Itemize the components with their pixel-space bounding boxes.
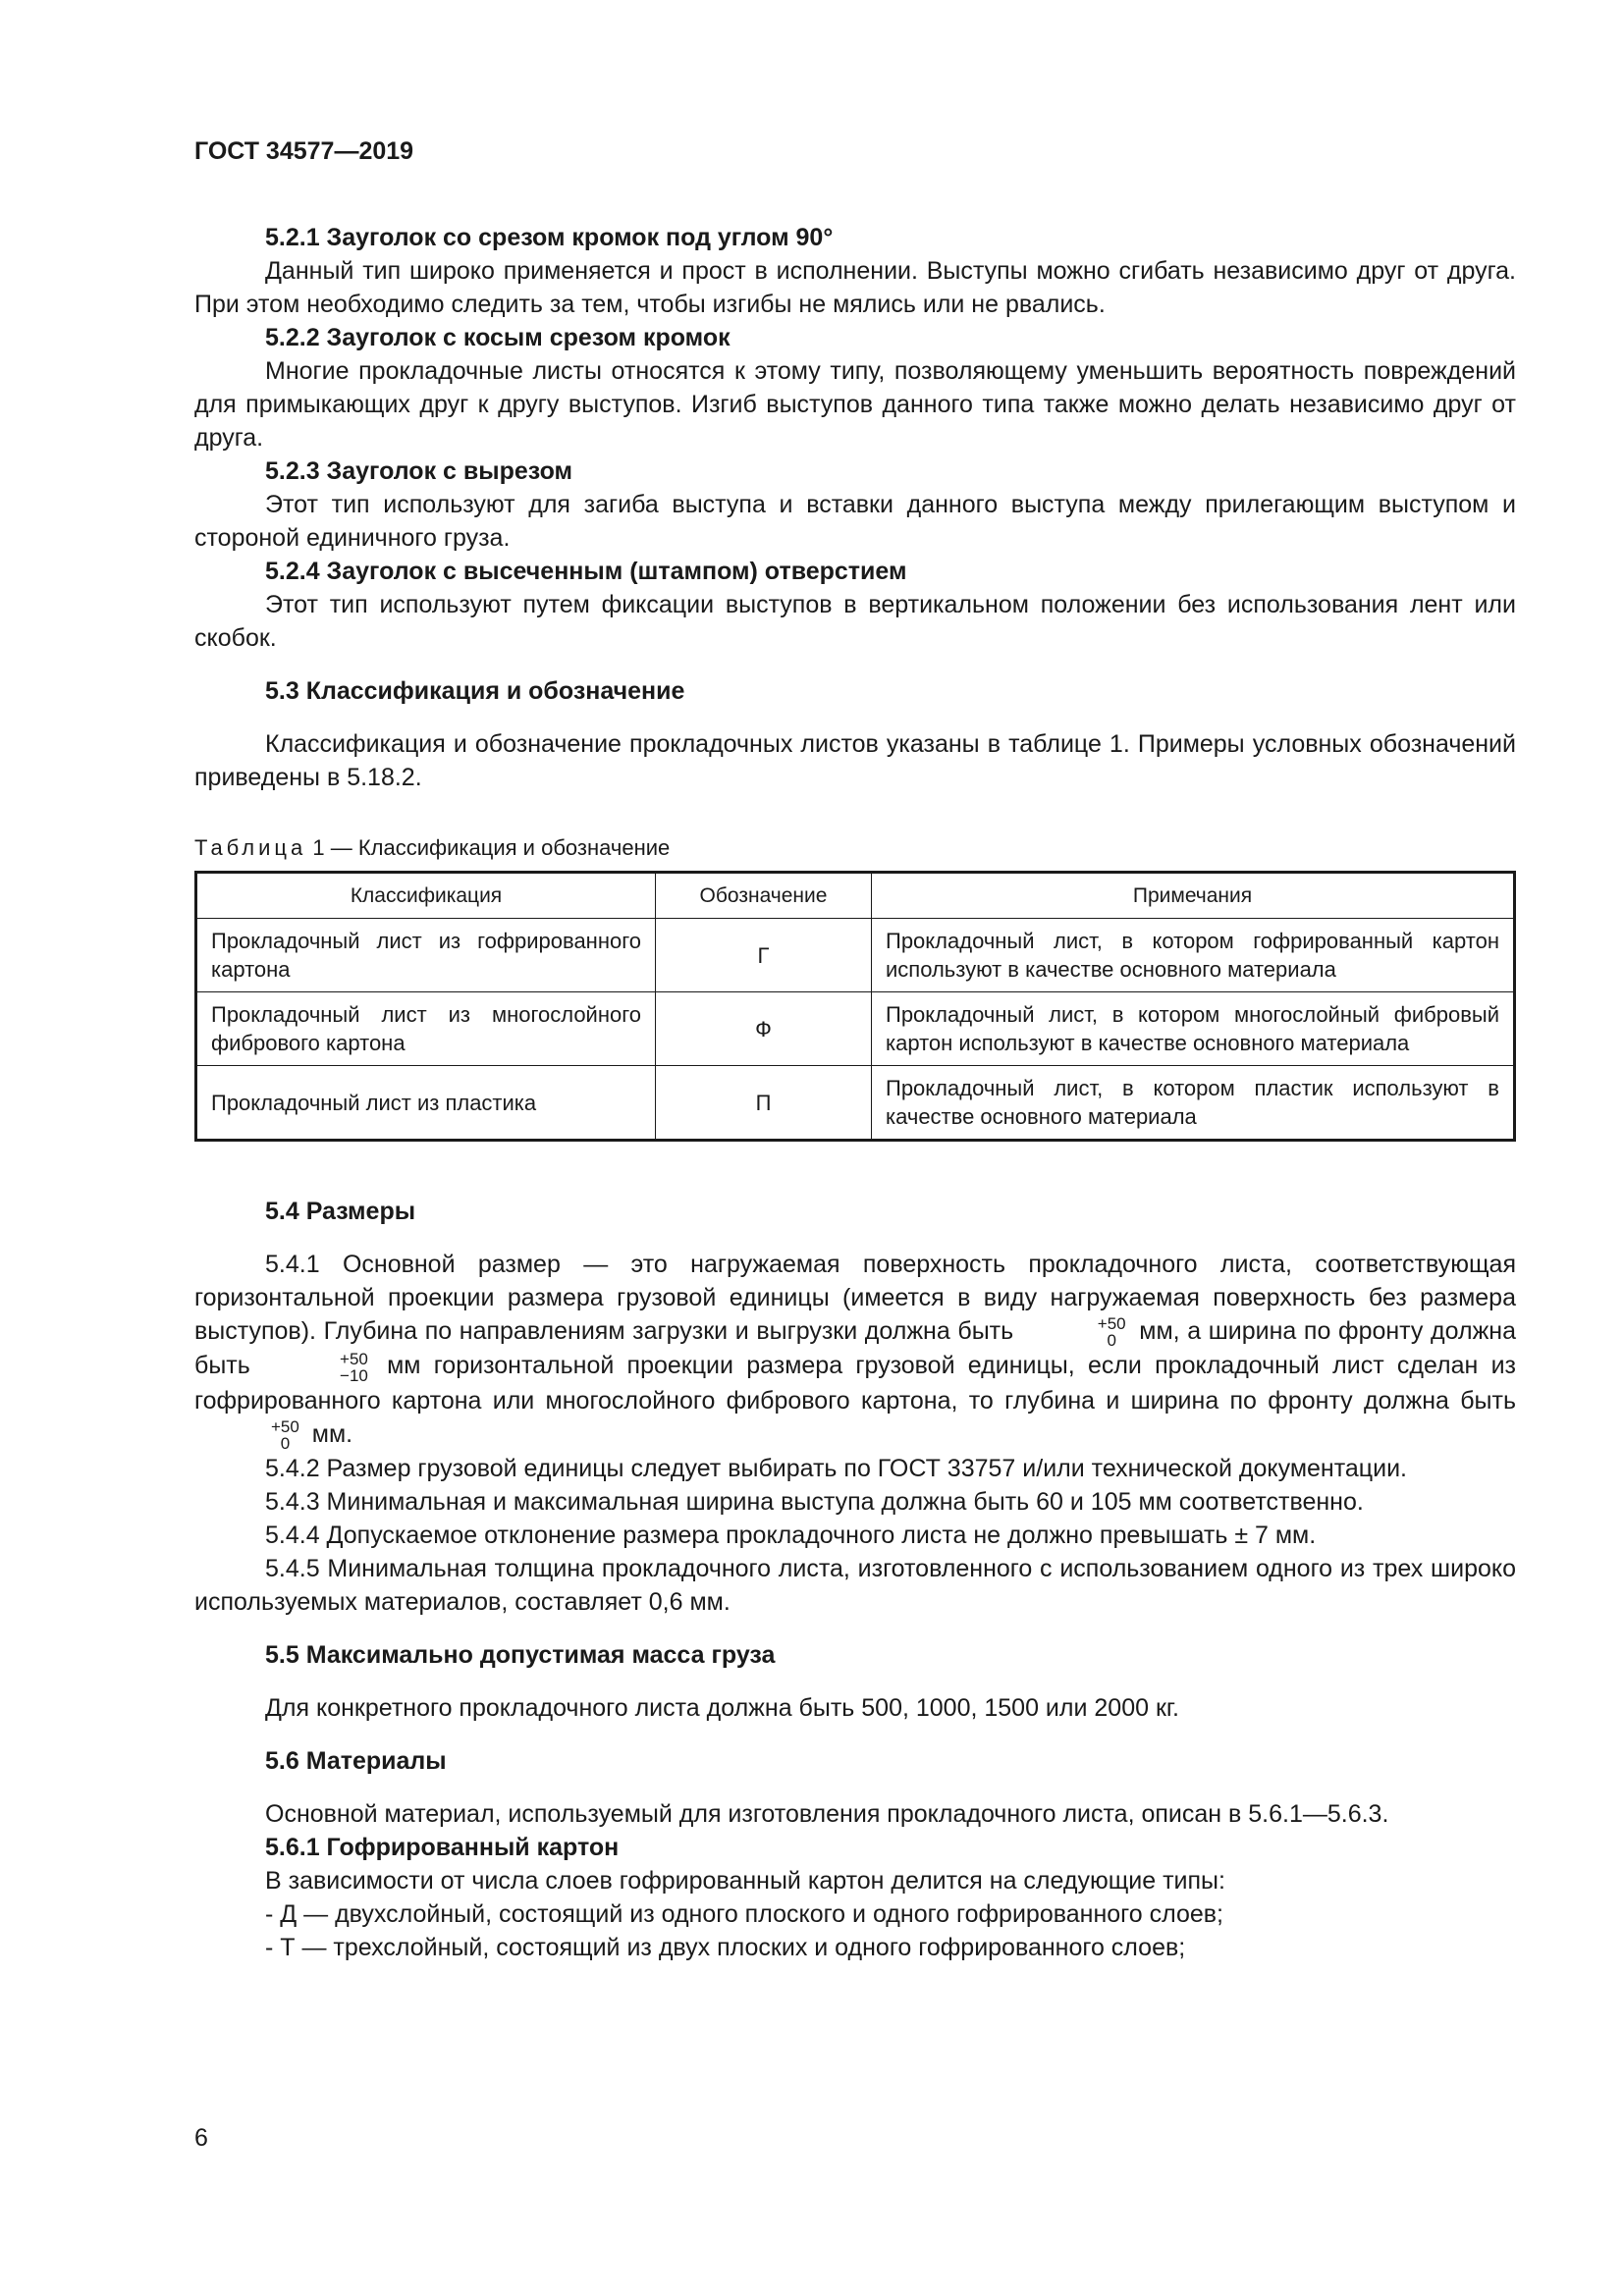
document-page: [194, 137, 1516, 1964]
section-5-6-1-text: В зависимости от числа слоев гофрированный картон делится на следующие типы:: [265, 1867, 1225, 1896]
tolerance-lower: 0: [280, 1434, 291, 1454]
section-5-4-1-text: [194, 1248, 1516, 1452]
list-item: - Т — трехслойный, состоящий из двух плоских и одного гофрированного слоев;: [265, 1934, 1186, 1962]
section-5-4-4-text: 5.4.4 Допускаемое отклонение размера прокладочного листа не должно превышать ± 7 мм.: [265, 1522, 1317, 1550]
tolerance-upper: +50: [271, 1417, 299, 1437]
table-cell-designation: П: [656, 1066, 872, 1141]
section-5-4-title: 5.4 Размеры: [265, 1198, 416, 1225]
table-cell-classification: Прокладочный лист из гофрированного картона: [196, 919, 656, 992]
classification-table: [194, 871, 1516, 1142]
list-item: - Д — двухслойный, состоящий из одного плоского и одного гофрированного слоев;: [265, 1900, 1223, 1929]
page-number: 6: [194, 2124, 208, 2152]
section-5-6-title: 5.6 Материалы: [265, 1747, 447, 1776]
section-5-2-2-title: 5.2.2 Зауголок с косым срезом кромок: [265, 324, 731, 351]
document-header: ГОСТ 34577—2019: [194, 137, 414, 165]
section-5-3-title: 5.3 Классификация и обозначение: [265, 677, 685, 705]
section-5-6-text: Основной материал, используемый для изготовления прокладочного листа, описан в 5.6.1—5.6.3.: [265, 1800, 1389, 1829]
section-5-2-4-text: Этот тип используют путем фиксации выступов в вертикальном положении без использования лент или скобок.: [194, 591, 1516, 652]
table-cell-designation: Ф: [656, 992, 872, 1066]
section-5-5-title: 5.5 Максимально допустимая масса груза: [265, 1641, 776, 1670]
section-5-2-3-text: Этот тип используют для загиба выступа и вставки данного выступа между прилегающим выступом и стороной единичного груза.: [194, 491, 1516, 552]
section-5-2-3-title: 5.2.3 Зауголок с вырезом: [265, 457, 573, 485]
section-5-6-1-title: 5.6.1 Гофрированный картон: [265, 1834, 620, 1862]
section-5-4-1-part-b: мм, а ширина по фронту должна быть: [194, 1317, 1516, 1380]
section-5-5-text: Для конкретного прокладочного листа должна быть 500, 1000, 1500 или 2000 кг.: [265, 1694, 1179, 1723]
table-row: [196, 992, 1515, 1066]
table-caption-word: Таблица: [194, 835, 307, 860]
section-5-2-2-text: Многие прокладочные листы относятся к этому типу, позволяющему уменьшить вероятность повреждений для примыкающих друг к другу выступов. Изгиб выступов данного типа также можно делать независимо друг от друга.: [194, 357, 1516, 452]
section-5-4-1-part-a: 5.4.1 Основной размер — это нагружаемая поверхность прокладочного листа, соответствующая горизонтальной проекции размера грузовой единицы (имеется в виду нагружаемая поверхность без размера выступов). Глубина по направлениям загрузки и выгрузки должна быть: [194, 1251, 1516, 1345]
tolerance-depth: [1027, 1315, 1126, 1349]
table-header-row: [196, 873, 1515, 919]
section-5-4-2-text: 5.4.2 Размер грузовой единицы следует выбирать по ГОСТ 33757 и/или технической документации.: [265, 1455, 1408, 1483]
table-cell-note: Прокладочный лист, в котором гофрированный картон используют в качестве основного материала: [872, 919, 1515, 992]
table-header-cell: Примечания: [872, 873, 1515, 919]
table-caption: [194, 835, 1516, 861]
tolerance-lower: 0: [1107, 1331, 1116, 1351]
section-5-3-text: Классификация и обозначение прокладочных листов указаны в таблице 1. Примеры условных обозначений приведены в 5.18.2.: [194, 730, 1516, 791]
section-5-2-1-text: Данный тип широко применяется и прост в исполнении. Выступы можно сгибать независимо друг от друга. При этом необходимо следить за тем, чтобы изгибы не мялись или не рвались.: [194, 257, 1516, 318]
tolerance-width: [269, 1351, 368, 1384]
section-5-4-3-text: 5.4.3 Минимальная и максимальная ширина выступа должна быть 60 и 105 мм соответственно.: [265, 1488, 1364, 1517]
table-header-cell: Классификация: [196, 873, 656, 919]
section-5-4-1-part-d: мм.: [311, 1419, 353, 1448]
tolerance-lower: −10: [340, 1365, 368, 1385]
table-cell-classification: Прокладочный лист из пластика: [196, 1066, 656, 1141]
table-caption-rest: 1 — Классификация и обозначение: [312, 835, 671, 860]
table-cell-classification: Прокладочный лист из многослойного фибрового картона: [196, 992, 656, 1066]
tolerance-front: [200, 1418, 299, 1452]
table-row: [196, 919, 1515, 992]
table-cell-note: Прокладочный лист, в котором пластик используют в качестве основного материала: [872, 1066, 1515, 1141]
tolerance-upper: +50: [1097, 1314, 1126, 1334]
table-row: [196, 1066, 1515, 1141]
table-cell-designation: Г: [656, 919, 872, 992]
tolerance-upper: +50: [340, 1349, 368, 1368]
table-cell-note: Прокладочный лист, в котором многослойный фибровый картон используют в качестве основного материала: [872, 992, 1515, 1066]
section-5-4-1-part-c: мм горизонтальной проекции размера грузовой единицы, если прокладочный лист сделан из гофрированного картона или многослойного фибрового картона, то глубина и ширина по фронту должна быть: [194, 1352, 1517, 1415]
section-5-2-4-title: 5.2.4 Зауголок с высеченным (штампом) отверстием: [265, 558, 907, 585]
section-5-2-1-title: 5.2.1 Зауголок со срезом кромок под углом 90°: [265, 224, 834, 251]
section-5-4-5-text: 5.4.5 Минимальная толщина прокладочного листа, изготовленного с использованием одного из трех широко используемых материалов, составляет 0,6 мм.: [194, 1555, 1516, 1617]
table-header-cell: Обозначение: [656, 873, 872, 919]
